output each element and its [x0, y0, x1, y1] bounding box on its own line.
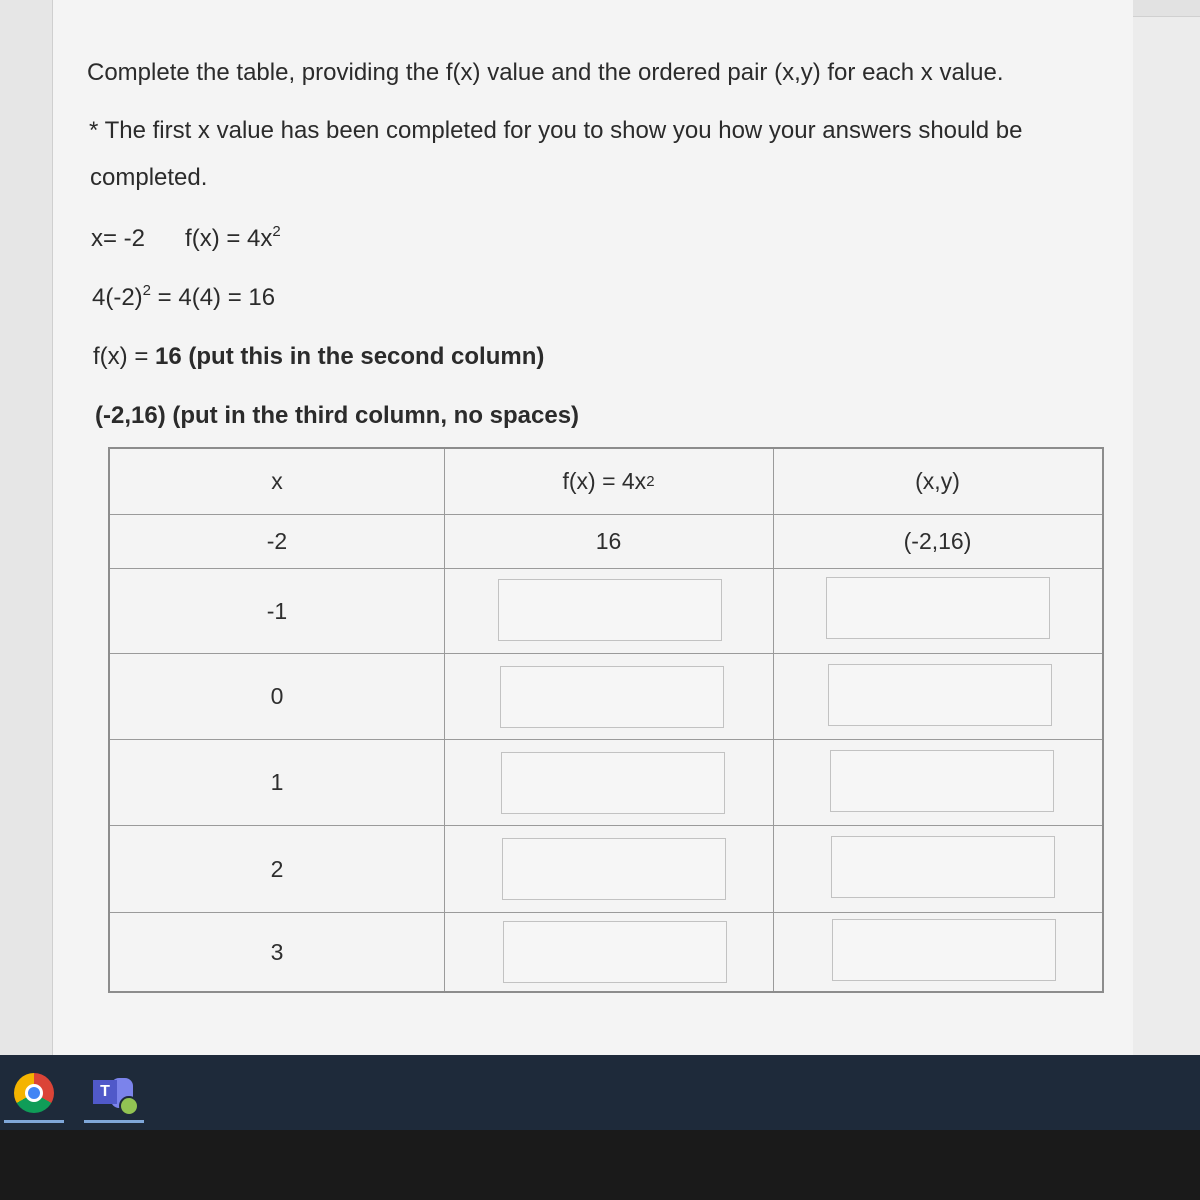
x-value: -1	[266, 597, 288, 624]
example-result-fx	[93, 336, 544, 378]
example-function	[185, 225, 281, 252]
x-value: 1	[270, 769, 284, 795]
example-x: x= -2	[91, 225, 146, 252]
left-gutter	[0, 0, 53, 1055]
header-fx-base: f(x) = 4x	[562, 468, 647, 494]
result-fx-value: 16 (put this in the second column)	[155, 343, 545, 370]
fx-answer-input[interactable]	[503, 921, 727, 983]
table-row	[110, 740, 1102, 826]
table-row	[110, 913, 1102, 991]
fx-answer-input[interactable]	[502, 838, 726, 900]
example-function-base: f(x) = 4x	[185, 225, 273, 252]
x-value: 3	[270, 938, 284, 965]
chrome-icon	[14, 1073, 54, 1113]
pair-answer-input[interactable]	[830, 750, 1054, 812]
pair-value: (-2,16)	[903, 528, 972, 554]
header-fx: f(x) = 4x 2	[562, 468, 655, 494]
fx-answer-input[interactable]	[501, 752, 725, 814]
teams-icon	[93, 1074, 135, 1112]
right-gutter	[1133, 0, 1200, 1055]
fx-value: 16	[595, 528, 622, 554]
table-header-row	[110, 449, 1102, 515]
taskbar-teams-button[interactable]	[80, 1063, 148, 1123]
table-row	[110, 569, 1102, 654]
x-value: 0	[270, 683, 284, 709]
table-row	[110, 515, 1102, 569]
pair-answer-input[interactable]	[831, 836, 1055, 898]
teams-icon-letter: T	[93, 1080, 117, 1104]
calc-exponent: 2	[142, 282, 152, 299]
pair-answer-input[interactable]	[828, 664, 1052, 726]
instruction-line-3: completed.	[90, 164, 208, 191]
scrollbar-track[interactable]	[1133, 0, 1200, 17]
monitor-bezel	[0, 1130, 1200, 1200]
example-function-exponent: 2	[272, 223, 281, 240]
taskbar	[0, 1055, 1200, 1130]
example-header	[91, 218, 281, 260]
active-indicator	[4, 1120, 64, 1123]
instruction-line-2: * The first x value has been completed for you to show you how your answers should be	[89, 117, 1023, 144]
fx-answer-input[interactable]	[500, 666, 724, 728]
active-indicator	[84, 1120, 144, 1123]
pair-answer-input[interactable]	[832, 919, 1056, 981]
result-fx-label: f(x) =	[93, 343, 156, 370]
header-x: x	[271, 468, 283, 494]
example-calculation	[92, 277, 275, 319]
table-row	[110, 654, 1102, 740]
instruction-line-1: Complete the table, providing the f(x) value and the ordered pair (x,y) for each x value.	[87, 59, 1004, 86]
taskbar-chrome-button[interactable]	[0, 1063, 68, 1123]
x-value: -2	[266, 528, 288, 554]
calc-part-b: = 4(4) = 16	[151, 284, 276, 311]
pair-answer-input[interactable]	[826, 577, 1050, 639]
status-check-icon	[119, 1096, 139, 1116]
example-result-pair: (-2,16) (put in the third column, no spaces)	[95, 402, 580, 429]
x-value: 2	[270, 855, 284, 882]
calc-part-a: 4(-2)	[92, 284, 143, 311]
fx-answer-input[interactable]	[498, 579, 722, 641]
answer-table	[108, 447, 1104, 993]
table-row	[110, 826, 1102, 913]
header-pair: (x,y)	[915, 468, 960, 494]
